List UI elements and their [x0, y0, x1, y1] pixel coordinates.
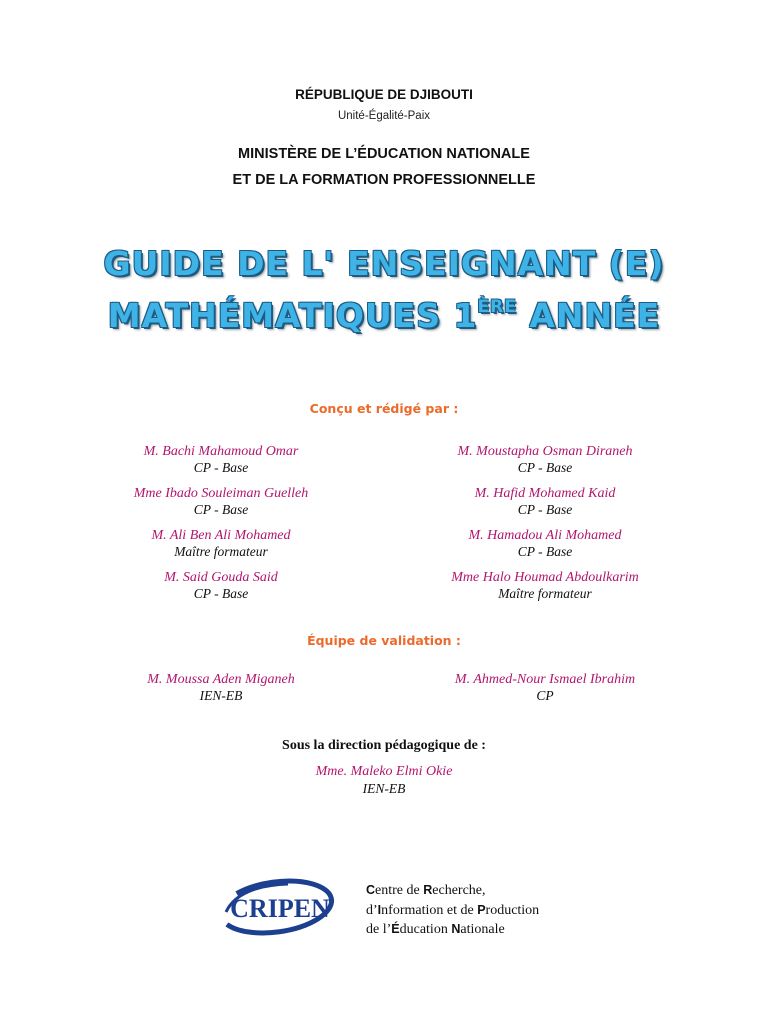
title-line-2 — [0, 296, 768, 335]
author-role: CP - Base — [517, 460, 573, 475]
validator-entry — [56, 672, 386, 704]
author-role: Maître formateur — [174, 544, 268, 559]
title-year: ANNÉE — [516, 296, 661, 335]
validator-name: M. Moussa Aden Miganeh — [147, 672, 295, 687]
author-entry — [56, 486, 386, 518]
validator-entry — [380, 672, 710, 704]
author-name: M. Hafid Mohamed Kaid — [474, 486, 616, 501]
director-role-wrap — [0, 781, 768, 797]
ministry-line-2: ET DE LA FORMATION PROFESSIONNELLE — [232, 172, 536, 188]
cripen-description — [366, 881, 539, 940]
author-role: Maître formateur — [498, 586, 592, 601]
ministry-line-1: MINISTÈRE DE L’ÉDUCATION NATIONALE — [238, 146, 530, 162]
author-name: M. Hamadou Ali Mohamed — [468, 528, 622, 543]
author-role: CP - Base — [517, 544, 573, 559]
author-name: M. Ali Ben Ali Mohamed — [151, 528, 291, 543]
author-role: CP - Base — [193, 586, 249, 601]
author-name: M. Bachi Mahamoud Omar — [143, 444, 299, 459]
title-line-1: GUIDE DE L' ENSEIGNANT (E) — [103, 244, 665, 283]
author-role: CP - Base — [193, 502, 249, 517]
author-entry — [380, 486, 710, 518]
validator-role: IEN-EB — [199, 688, 243, 703]
republic-name: RÉPUBLIQUE DE DJIBOUTI — [295, 87, 473, 102]
title-subject: MATHÉMATIQUES 1 — [107, 296, 478, 335]
director-entry — [0, 764, 768, 780]
direction-heading: Sous la direction pédagogique de : — [282, 738, 486, 753]
author-name: Mme Halo Houmad Abdoulkarim — [451, 570, 639, 585]
cripen-logo-text: CRIPEN — [230, 894, 330, 923]
validator-name: M. Ahmed-Nour Ismael Ibrahim — [454, 672, 636, 687]
author-entry — [380, 528, 710, 560]
author-name: Mme Ibado Souleiman Guelleh — [133, 486, 309, 501]
validator-role: CP — [536, 688, 554, 703]
author-entry — [380, 570, 710, 602]
director-role: IEN-EB — [362, 781, 406, 796]
cripen-logo — [218, 878, 340, 936]
author-entry — [56, 570, 386, 602]
cripen-line-2: d’Information et de Production — [366, 902, 540, 918]
director-name: Mme. Maleko Elmi Okie — [315, 764, 453, 779]
national-motto: Unité-Égalité-Paix — [337, 110, 431, 122]
authors-heading: Conçu et rédigé par : — [309, 401, 459, 416]
author-name: M. Said Gouda Said — [164, 570, 278, 585]
validation-heading: Équipe de validation : — [307, 633, 461, 648]
title-superscript: ÈRE — [477, 297, 517, 317]
cripen-line-1: Centre de Recherche, — [366, 883, 486, 898]
author-role: CP - Base — [517, 502, 573, 517]
cripen-line-3: de l’Éducation Nationale — [366, 922, 505, 937]
author-entry — [56, 528, 386, 560]
author-entry — [56, 444, 386, 476]
author-entry — [380, 444, 710, 476]
author-name: M. Moustapha Osman Diraneh — [457, 444, 633, 459]
author-role: CP - Base — [193, 460, 249, 475]
